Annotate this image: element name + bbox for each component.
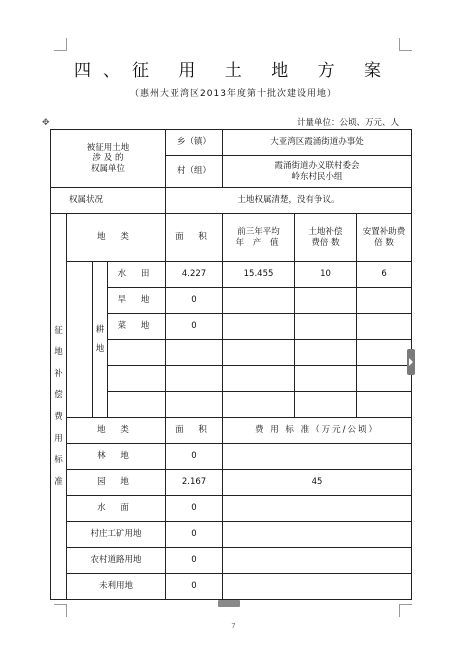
cultivated-type: 菜 地 [108,314,166,340]
vertical-char: 地 [54,347,63,358]
table-row [51,574,412,600]
cultivated-area[interactable]: 0 [166,314,223,340]
cultivated-comp[interactable] [295,314,357,340]
cultivated-type: 旱 地 [108,288,166,314]
unit-note: 计量单位：公顷、万元、人 [296,118,399,128]
crop-mark-bottom-right [399,604,412,617]
vertical-char: 征 [54,325,63,336]
vertical-char: 地 [95,343,105,354]
header-line: 倍 数 [374,237,394,248]
village-value-cell[interactable] [223,156,412,188]
other-area[interactable]: 0 [166,574,223,600]
cultivated-comp[interactable]: 10 [295,262,357,288]
cultivated-type [108,340,166,366]
table-row [51,522,412,548]
ownership-value[interactable]: 土地权属清楚，没有争议。 [166,188,412,214]
table-row [51,130,412,156]
cultivated-comp[interactable] [295,340,357,366]
table-row [51,496,412,522]
cultivated-header-land-type: 地 类 [67,214,166,262]
crop-mark-top-right [399,38,412,51]
village-value-line: 岭东村民小组 [291,171,343,182]
cultivated-resettle[interactable]: 6 [357,262,412,288]
vertical-char: 耕 [95,324,105,335]
cultivated-area[interactable] [166,340,223,366]
cultivated-area[interactable] [166,392,223,418]
table-row [51,444,412,470]
page-title: 四、征 用 土 地 方 案 [73,61,394,81]
table-row [51,418,412,444]
owner-label-line: 涉 及 的 [92,153,124,164]
header-line: 安置补助费 [362,226,406,237]
cultivated-avg[interactable] [223,366,295,392]
other-type: 林 地 [67,444,166,470]
cultivated-resettle[interactable] [357,366,412,392]
table-row [51,548,412,574]
side-expand-tab[interactable] [407,349,415,375]
cultivated-comp[interactable] [295,366,357,392]
cultivated-resettle[interactable] [357,392,412,418]
other-type: 园 地 [67,470,166,496]
cultivated-avg[interactable] [223,288,295,314]
other-header-standard: 费 用 标 准（万元/公顷） [223,418,412,444]
cultivated-avg[interactable] [223,340,295,366]
cultivated-label [93,262,108,418]
table-row [51,214,412,262]
owner-label-line: 权属单位 [91,163,126,174]
page-subtitle: （惠州大亚湾区2013年度第十批次建设用地） [130,89,337,99]
other-standard[interactable]: 45 [223,470,412,496]
cultivated-avg[interactable] [223,392,295,418]
table-row [51,188,412,214]
other-type: 未利用地 [67,574,166,600]
vertical-char: 偿 [54,390,63,401]
other-standard[interactable] [223,574,412,600]
owner-label-line: 被征用土地 [86,142,130,153]
table-row [51,470,412,496]
other-type: 农村道路用地 [67,548,166,574]
other-area[interactable]: 0 [166,522,223,548]
other-standard[interactable] [223,548,412,574]
header-line: 前三年平均 [237,226,280,237]
cultivated-type [108,366,166,392]
header-line: 费倍 数 [311,237,340,248]
ownership-label: 权属状况 [51,188,166,214]
table-move-handle-icon[interactable]: ✥ [42,118,50,128]
cultivated-header-comp-multiple [295,214,357,262]
town-value[interactable]: 大亚湾区霞涌街道办事处 [223,130,412,156]
cultivated-outer-gap [67,262,93,418]
other-type: 水 面 [67,496,166,522]
village-label: 村（组） [166,156,223,188]
other-standard[interactable] [223,522,412,548]
other-area[interactable]: 0 [166,496,223,522]
cultivated-resettle[interactable] [357,314,412,340]
other-standard[interactable] [223,444,412,470]
cultivated-type: 水 田 [108,262,166,288]
owner-label-cell [51,130,166,188]
table-row [51,262,412,288]
other-header-area: 面 积 [166,418,223,444]
other-standard[interactable] [223,496,412,522]
compensation-standard-label [51,214,67,600]
cultivated-resettle[interactable] [357,288,412,314]
vertical-char: 标 [54,455,63,466]
cultivated-header-resettle-multiple [357,214,412,262]
vertical-char: 准 [54,476,63,487]
cultivated-area[interactable]: 0 [166,288,223,314]
vertical-char: 补 [54,368,63,379]
cultivated-avg[interactable]: 15.455 [223,262,295,288]
cultivated-avg[interactable] [223,314,295,340]
cultivated-type [108,392,166,418]
vertical-char: 用 [54,433,63,444]
page-number: 7 [231,622,236,630]
other-type: 村庄工矿用地 [67,522,166,548]
cultivated-comp[interactable] [295,288,357,314]
header-line: 年 产 值 [235,237,282,248]
crop-mark-top-left [54,38,67,51]
cultivated-header-avg-output [223,214,295,262]
village-value-line: 霞涌街道办义联村委会 [274,160,360,171]
other-area[interactable]: 0 [166,548,223,574]
header-line: 土地补偿 [308,226,343,237]
cultivated-comp[interactable] [295,392,357,418]
vertical-char: 费 [54,412,63,422]
cultivated-resettle[interactable] [357,340,412,366]
other-header-land-type: 地 类 [67,418,166,444]
cultivated-header-area: 面 积 [166,214,223,262]
land-acquisition-table [50,129,412,600]
other-area[interactable]: 2.167 [166,470,223,496]
crop-mark-bottom-left [54,604,67,617]
town-label: 乡（镇） [166,130,223,156]
cultivated-area[interactable] [166,366,223,392]
cultivated-area[interactable]: 4.227 [166,262,223,288]
other-area[interactable]: 0 [166,444,223,470]
bottom-page-handle[interactable] [218,600,240,607]
